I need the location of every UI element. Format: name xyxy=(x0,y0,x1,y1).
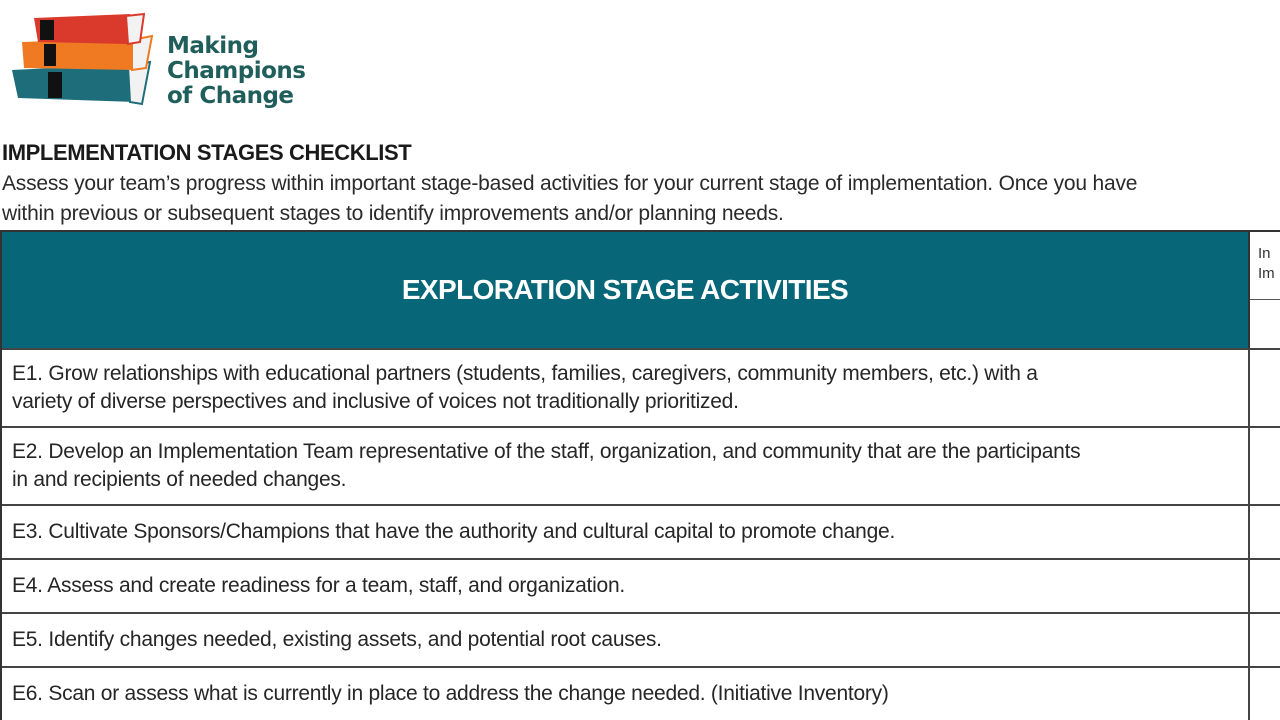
status-cell[interactable] xyxy=(1250,614,1280,666)
activity-cell xyxy=(2,614,1250,666)
activity-text-line: in and recipients of needed changes. xyxy=(12,468,347,491)
activity-cell xyxy=(2,506,1250,558)
table-row xyxy=(2,666,1280,720)
table-header-exploration: EXPLORATION STAGE ACTIVITIES xyxy=(2,232,1250,348)
logo-wordmark xyxy=(167,34,305,109)
activity-cell xyxy=(2,350,1250,426)
side-header-line-1: In xyxy=(1258,245,1271,262)
activity-text-line: E6. Scan or assess what is currently in place to address the change needed. (Initiative Inventory) xyxy=(12,682,889,705)
logo-line-2: Champions xyxy=(167,58,306,84)
intro-line-1: Assess your team’s progress within important stage-based activities for your current stage of implementation. Once you have xyxy=(2,172,1138,195)
activity-cell xyxy=(2,668,1250,720)
table-row xyxy=(2,426,1280,504)
activity-cell xyxy=(2,560,1250,612)
table-header-row xyxy=(2,232,1280,348)
status-cell[interactable] xyxy=(1250,506,1280,558)
table-row xyxy=(2,504,1280,558)
table-row xyxy=(2,612,1280,666)
table-row xyxy=(2,348,1280,426)
checklist-table xyxy=(0,230,1280,720)
side-header-line-2: Im xyxy=(1258,265,1275,282)
status-cell[interactable] xyxy=(1250,560,1280,612)
activity-text-line: variety of diverse perspectives and inclusive of voices not traditionally prioritized. xyxy=(12,390,739,413)
status-cell[interactable] xyxy=(1250,350,1280,426)
table-row xyxy=(2,558,1280,612)
books-stack-icon xyxy=(10,12,160,112)
logo-line-1: Making xyxy=(167,33,259,59)
intro-line-2: within previous or subsequent stages to identify improvements and/or planning needs. xyxy=(2,202,784,225)
activity-text-line: E1. Grow relationships with educational partners (students, families, caregivers, community members, etc.) with a xyxy=(12,362,1038,385)
status-cell[interactable] xyxy=(1250,428,1280,504)
activity-text-line: E3. Cultivate Sponsors/Champions that have the authority and cultural capital to promote change. xyxy=(12,520,896,543)
activity-cell xyxy=(2,428,1250,504)
status-cell[interactable] xyxy=(1250,668,1280,720)
side-column-header xyxy=(1250,232,1280,300)
document-title: IMPLEMENTATION STAGES CHECKLIST xyxy=(2,140,412,165)
logo-line-3: of Change xyxy=(167,83,294,109)
intro-text xyxy=(2,169,1280,229)
activity-text-line: E4. Assess and create readiness for a team, staff, and organization. xyxy=(12,574,625,597)
activity-text-line: E5. Identify changes needed, existing assets, and potential root causes. xyxy=(12,628,662,651)
table-header-side xyxy=(1250,232,1280,348)
activity-text-line: E2. Develop an Implementation Team representative of the staff, organization, and community that are the participants xyxy=(12,440,1081,463)
logo xyxy=(10,12,310,112)
